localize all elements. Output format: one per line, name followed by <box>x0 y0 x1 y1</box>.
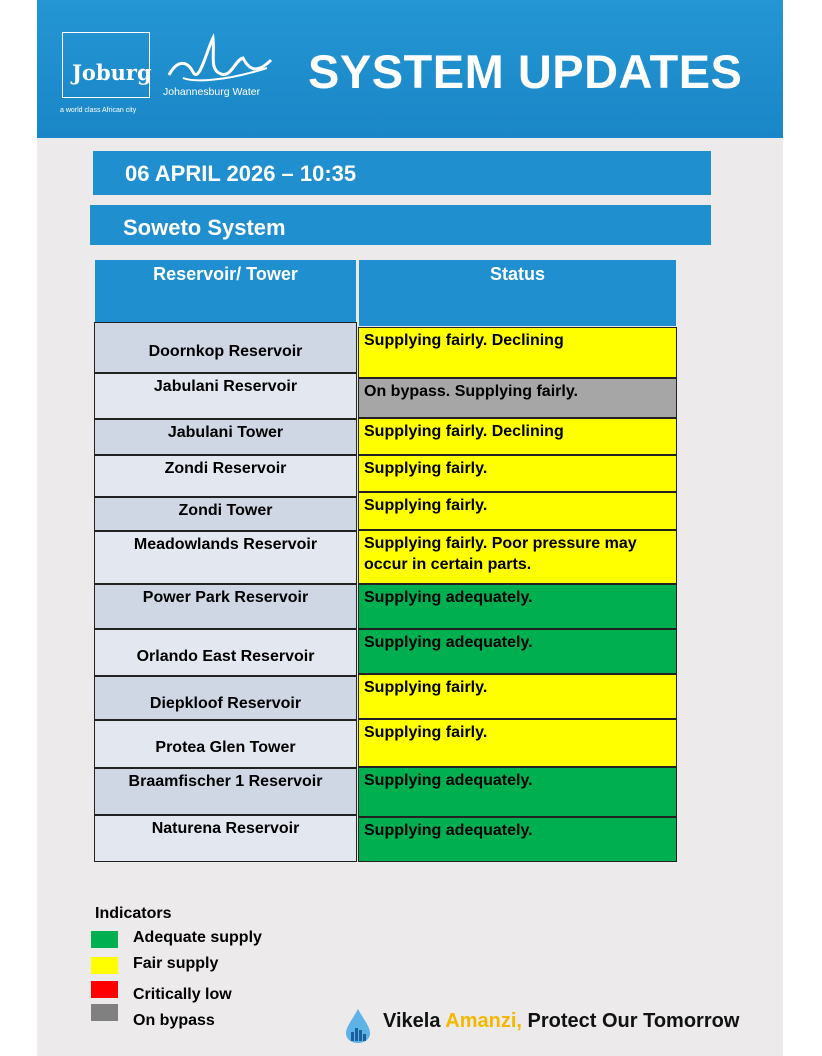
status-cell: Supplying fairly. Poor pressure may occur in certain parts. <box>358 530 677 584</box>
reservoir-name-cell: Jabulani Tower <box>94 419 357 455</box>
reservoir-name-cell: Doornkop Reservoir <box>94 322 357 373</box>
slogan-accent: Amanzi, <box>445 1010 522 1032</box>
water-drop-icon <box>344 1008 372 1044</box>
indicators-title: Indicators <box>95 905 172 922</box>
reservoir-name-cell: Zondi Tower <box>94 497 357 531</box>
status-cell: Supplying adequately. <box>358 629 677 674</box>
joburg-tagline: a world class African city <box>60 107 137 114</box>
status-cell: Supplying fairly. <box>358 492 677 530</box>
column-header-reservoir: Reservoir/ Tower <box>95 260 356 322</box>
reservoir-name-cell: Diepkloof Reservoir <box>94 676 357 720</box>
slogan-part1: Vikela <box>383 1010 446 1032</box>
indicator-swatch-fair <box>91 957 118 974</box>
status-cell: On bypass. Supplying fairly. <box>358 378 677 418</box>
joburg-logo-text: Joburg <box>72 60 152 85</box>
page-title: SYSTEM UPDATES <box>308 45 743 98</box>
indicator-label-bypass: On bypass <box>133 1012 215 1029</box>
reservoir-name-cell: Zondi Reservoir <box>94 455 357 497</box>
reservoir-name-cell: Braamfischer 1 Reservoir <box>94 768 357 815</box>
indicator-label-critical: Critically low <box>133 986 232 1003</box>
status-cell: Supplying fairly. Declining <box>358 327 677 378</box>
slogan-part2: Protect Our Tomorrow <box>521 1010 740 1032</box>
status-cell: Supplying fairly. <box>358 455 677 492</box>
status-cell: Supplying fairly. <box>358 674 677 719</box>
johannesburg-water-logo-icon <box>163 30 278 90</box>
date-banner: 06 APRIL 2026 – 10:35 <box>93 151 711 195</box>
reservoir-name-cell: Meadowlands Reservoir <box>94 531 357 584</box>
reservoir-name-cell: Protea Glen Tower <box>94 720 357 768</box>
indicator-swatch-critical <box>91 981 118 998</box>
status-cell: Supplying fairly. Declining <box>358 418 677 455</box>
system-banner: Soweto System <box>90 205 711 245</box>
indicator-label-fair: Fair supply <box>133 955 219 972</box>
status-cell: Supplying adequately. <box>358 817 677 862</box>
indicator-label-adequate: Adequate supply <box>133 929 262 946</box>
indicator-swatch-adequate <box>91 931 118 948</box>
reservoir-name-cell: Power Park Reservoir <box>94 584 357 629</box>
footer-slogan <box>383 1010 739 1033</box>
johannesburg-water-text: Johannesburg Water <box>163 86 261 98</box>
indicator-swatch-bypass <box>91 1004 118 1021</box>
column-header-status: Status <box>359 260 676 326</box>
status-cell: Supplying fairly. <box>358 719 677 767</box>
status-cell: Supplying adequately. <box>358 767 677 817</box>
reservoir-name-cell: Jabulani Reservoir <box>94 373 357 419</box>
reservoir-name-cell: Orlando East Reservoir <box>94 629 357 676</box>
reservoir-name-cell: Naturena Reservoir <box>94 815 357 862</box>
status-cell: Supplying adequately. <box>358 584 677 629</box>
